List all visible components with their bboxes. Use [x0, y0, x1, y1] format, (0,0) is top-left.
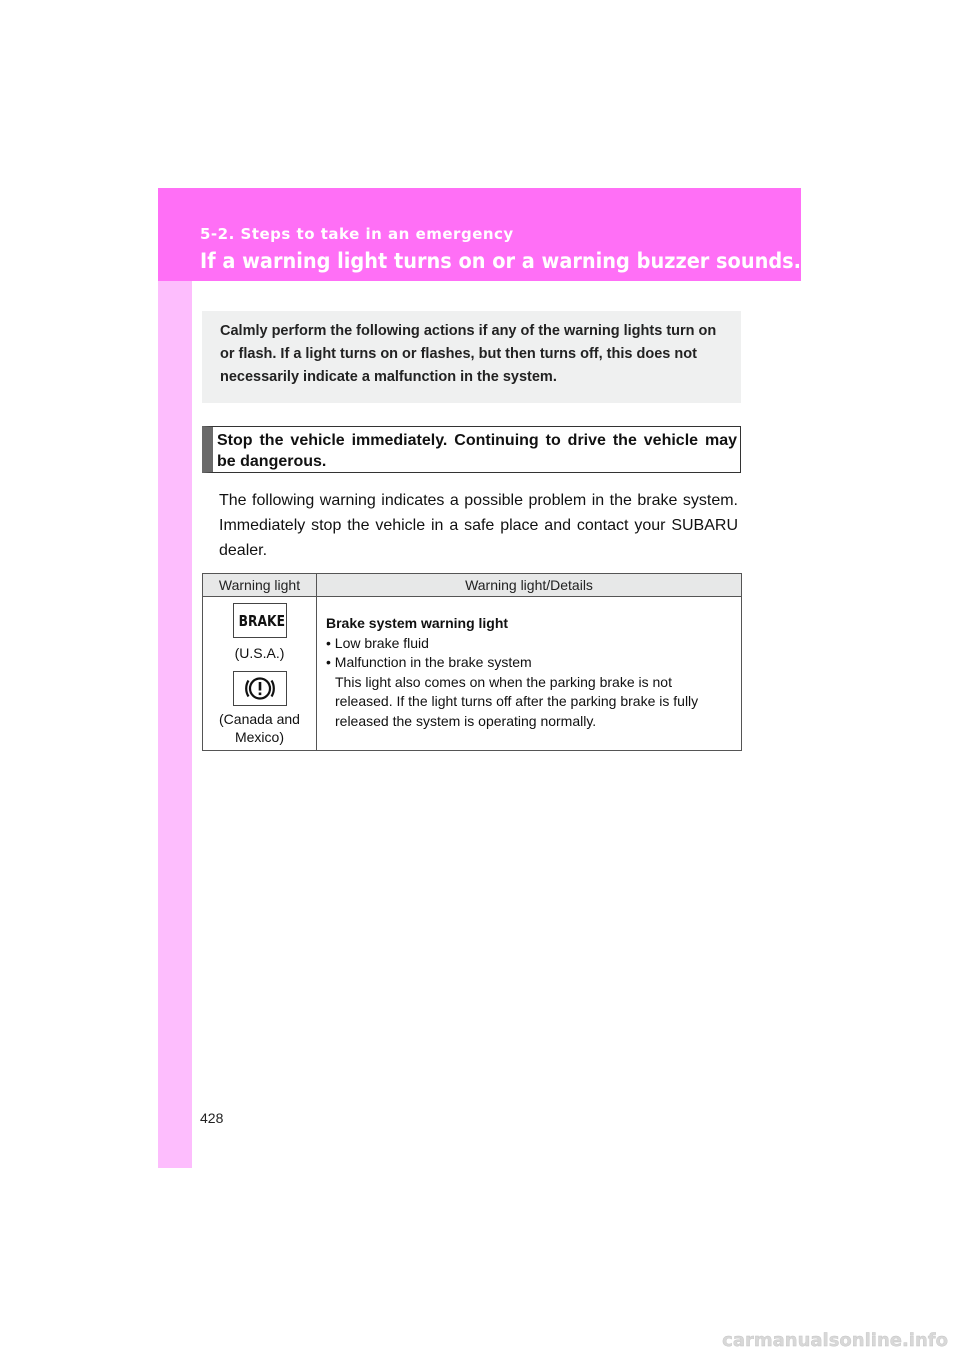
watermark-logo	[700, 1325, 950, 1353]
warning-callout	[202, 426, 741, 473]
body-paragraph: The following warning indicates a possible problem in the brake system. Immediately stop the vehicle in a safe place and contact your SUBARU dealer.	[219, 492, 738, 559]
warning-light-cell	[203, 597, 317, 751]
page-heading: If a warning light turns on or a warning buzzer sounds...	[200, 249, 816, 273]
svg-text:carmanualsonline.info: carmanualsonline.info	[722, 1330, 948, 1351]
warning-light-table	[202, 573, 742, 751]
table-header-row	[203, 574, 742, 597]
brake-icon-text: BRAKE	[238, 612, 285, 630]
exclamation-circle-icon	[234, 672, 286, 705]
region-label-canada-mexico: (Canada and Mexico)	[219, 711, 300, 745]
intro-text: Calmly perform the following actions if any of the warning lights turn on or flash. If a light turns on or flashes, but then turns off, this does not necessarily indicate a malfunction in the system.	[220, 323, 717, 385]
exclamation-circle-warning-icon	[233, 671, 287, 706]
side-tab-strip	[158, 188, 192, 1168]
detail-title: Brake system warning light	[326, 615, 509, 631]
detail-note: This light also comes on when the parking brake is not released. If the light turns off after the parking brake is fully released the system is operating normally.	[335, 673, 699, 729]
section-label: 5-2. Steps to take in an emergency	[200, 225, 514, 243]
callout-text: Stop the vehicle immediately. Continuing to drive the vehicle may be dangerous.	[217, 432, 737, 470]
detail-bullet-low-fluid: • Low brake fluid	[326, 634, 429, 651]
column-header-warning-light: Warning light	[203, 574, 317, 597]
region-label-usa: (U.S.A.)	[234, 645, 285, 661]
intro-box	[202, 311, 741, 403]
detail-bullet-malfunction: • Malfunction in the brake system	[326, 654, 532, 670]
column-header-details: Warning light/Details	[317, 574, 742, 597]
table-row	[203, 597, 742, 751]
brake-warning-icon	[233, 603, 287, 638]
page-number: 428	[200, 1110, 224, 1126]
warning-details-cell	[317, 597, 742, 751]
